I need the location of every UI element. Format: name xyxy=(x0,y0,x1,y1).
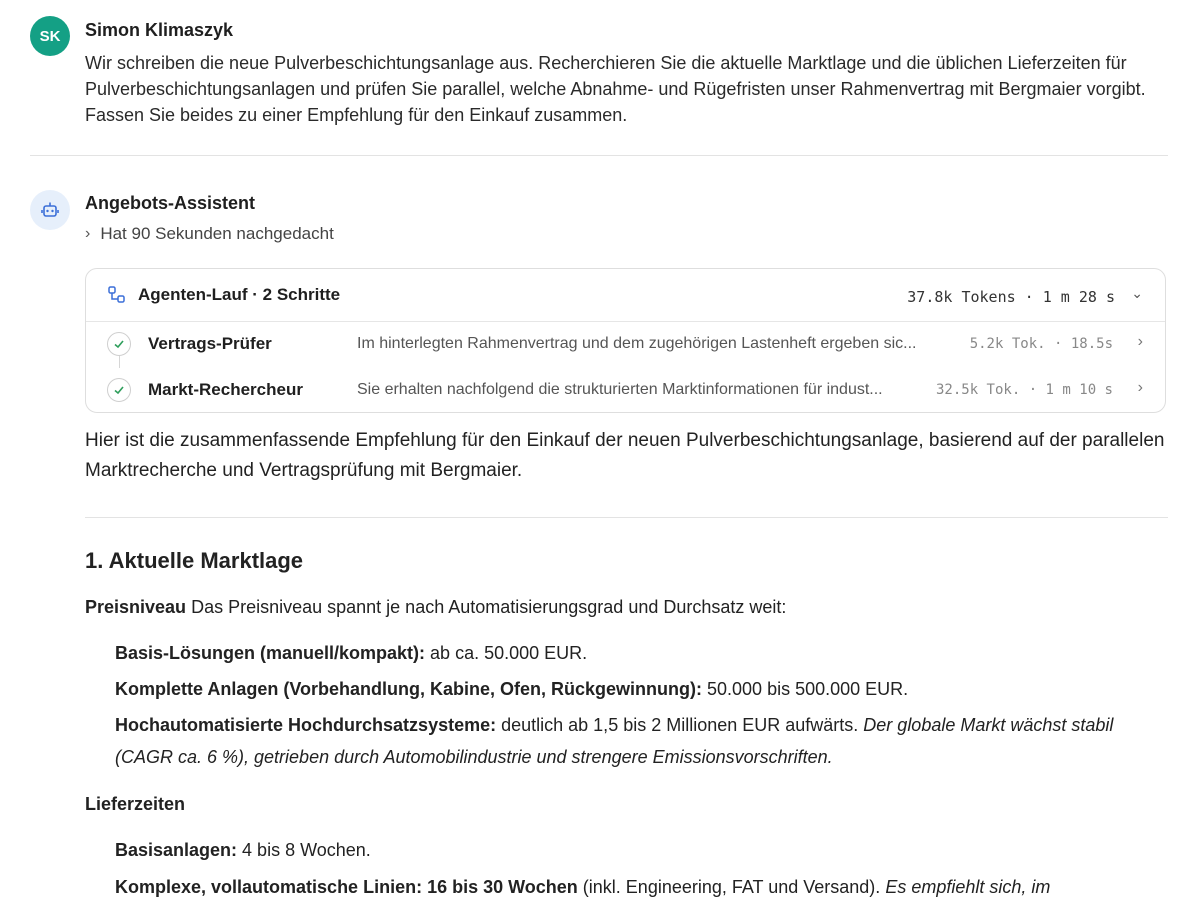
robot-icon xyxy=(40,200,60,220)
item-note: Es empfiehlt sich, im xyxy=(885,877,1051,897)
agent-run-meta: 37.8k Tokens · 1 m 28 s xyxy=(907,288,1115,306)
thought-label: Hat 90 Sekunden nachgedacht xyxy=(100,224,334,243)
item-label: Komplette Anlagen (Vorbehandlung, Kabine, Ofen, Rückgewinnung): xyxy=(115,679,703,699)
step-description: Im hinterlegten Rahmenvertrag und dem zugehörigen Lastenheft ergeben sic... xyxy=(357,335,917,352)
user-name: Simon Klimaszyk xyxy=(85,20,234,40)
chevron-right-icon: › xyxy=(85,225,91,242)
item-label: Komplexe, vollautomatische Linien: 16 bis 30 Wochen xyxy=(115,877,578,897)
divider xyxy=(30,155,1168,156)
assistant-name: Angebots-Assistent xyxy=(85,193,256,213)
item-text: ab ca. 50.000 EUR. xyxy=(425,643,588,663)
user-avatar: SK xyxy=(30,16,70,56)
step-stats: 5.2k Tok. · 18.5s xyxy=(969,336,1113,352)
agent-run-panel xyxy=(85,268,1166,413)
check-icon xyxy=(107,332,131,356)
item-label: Basis-Lösungen (manuell/kompakt): xyxy=(115,643,426,663)
item-text: deutlich ab 1,5 bis 2 Millionen EUR aufwärts. xyxy=(496,715,864,735)
agent-run-title: Agenten-Lauf · 2 Schritte xyxy=(138,285,341,304)
chevron-down-icon[interactable]: ⌄ xyxy=(1131,285,1143,301)
price-label: Preisniveau xyxy=(85,597,187,617)
item-text: (inkl. Engineering, FAT und Versand). xyxy=(577,877,886,897)
chevron-right-icon: › xyxy=(1137,379,1143,396)
item-label: Hochautomatisierte Hochdurchsatzsysteme: xyxy=(115,715,497,735)
check-icon xyxy=(107,378,131,402)
list-item xyxy=(115,709,1165,773)
list-item xyxy=(115,871,1165,903)
divider xyxy=(85,517,1168,518)
item-label: Basisanlagen: xyxy=(115,840,238,860)
list-item xyxy=(115,834,1165,866)
agent-run-header[interactable] xyxy=(86,269,1165,322)
item-text: 50.000 bis 500.000 EUR. xyxy=(702,679,909,699)
lead-time-label: Lieferzeiten xyxy=(85,794,186,814)
item-note: Der globale Markt wächst stabil (CAGR ca. 6 %), getrieben durch Automobilindustrie und strengere Emissionsvorschriften. xyxy=(115,715,1114,767)
step-stats: 32.5k Tok. · 1 m 10 s xyxy=(935,382,1113,398)
response-intro: Hier ist die zusammenfassende Empfehlung für den Einkauf der neuen Pulverbeschichtungsanlage, basierend auf der parallelen Marktrecherche und Vertragsprüfung mit Bergmaier. xyxy=(85,430,1165,481)
lead-time-paragraph xyxy=(85,789,185,819)
step-description: Sie erhalten nachfolgend die strukturierten Marktinformationen für indust... xyxy=(357,381,883,398)
list-item xyxy=(115,637,1165,669)
step-name: Vertrags-Prüfer xyxy=(148,334,272,353)
agent-step[interactable] xyxy=(86,370,1165,410)
chevron-right-icon: › xyxy=(1137,333,1143,350)
price-text: Das Preisniveau spannt je nach Automatisierungsgrad und Durchsatz weit: xyxy=(186,597,787,617)
workflow-icon xyxy=(108,286,126,309)
bot-avatar xyxy=(30,190,70,230)
price-paragraph xyxy=(85,592,786,622)
thought-toggle[interactable] xyxy=(85,224,334,244)
step-name: Markt-Rechercheur xyxy=(148,380,303,399)
agent-step[interactable] xyxy=(86,324,1165,364)
item-text: 4 bis 8 Wochen. xyxy=(237,840,371,860)
user-message-text: Wir schreiben die neue Pulverbeschichtungsanlage aus. Recherchieren Sie die aktuelle Marktlage und die üblichen Lieferzeiten für Pulverbeschichtungsanlagen und prüfen Sie parallel, welche Abnahme- und Rügefristen unser Rahmenvertrag mit Bergmaier vorgibt. Fassen Sie beides zu einer Empfehlung für den Einkauf zusammen. xyxy=(85,53,1146,125)
section-heading: 1. Aktuelle Marktlage xyxy=(85,548,304,573)
list-item xyxy=(115,673,1165,705)
